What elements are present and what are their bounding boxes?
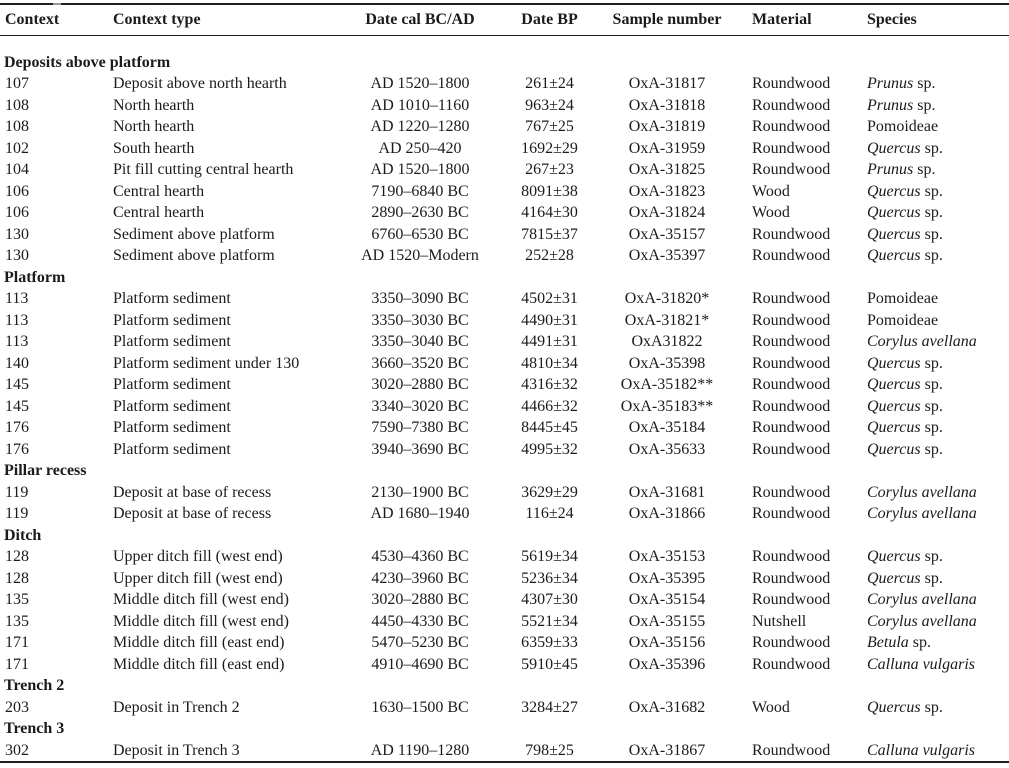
date-cal-cell: AD 1520–1800 bbox=[370, 161, 470, 178]
date-bp-cell: 5521±34 bbox=[521, 612, 578, 630]
table-row bbox=[0, 138, 1009, 160]
species-cell bbox=[859, 224, 1009, 246]
section-row bbox=[0, 675, 1009, 697]
date-cal-cell: AD 1680–1940 bbox=[370, 505, 470, 522]
date-cal-cell: 3020–2880 BC bbox=[371, 591, 469, 608]
context-type-cell: Deposit above north hearth bbox=[113, 75, 287, 92]
column-header-species: Species bbox=[859, 4, 1009, 35]
date-cal-cell: 7190–6840 BC bbox=[371, 182, 469, 200]
context-cell: 203 bbox=[5, 698, 29, 716]
section-row bbox=[0, 460, 1009, 482]
table-row bbox=[0, 181, 1009, 203]
context-cell: 128 bbox=[5, 569, 29, 587]
species-cell bbox=[859, 159, 1009, 181]
table-row bbox=[0, 245, 1009, 267]
species-latin-name: Quercus bbox=[867, 225, 921, 243]
species-latin-name: Quercus bbox=[867, 247, 921, 264]
context-type-cell: Platform sediment bbox=[113, 419, 231, 436]
context-cell: 119 bbox=[5, 483, 29, 501]
species-cell bbox=[859, 116, 1009, 138]
context-type-cell: Sediment above platform bbox=[113, 247, 275, 264]
table-row bbox=[0, 417, 1009, 439]
sample-number-cell: OxA-35182** bbox=[620, 376, 714, 393]
species-latin-name: Quercus bbox=[867, 548, 921, 565]
sample-number-cell: OxA-31866 bbox=[628, 505, 706, 522]
date-cal-cell: 3660–3520 BC bbox=[371, 354, 469, 372]
context-cell: 171 bbox=[5, 655, 29, 673]
sample-number-cell: OxA-35157 bbox=[628, 225, 706, 243]
material-cell: Nutshell bbox=[752, 612, 807, 630]
context-cell: 106 bbox=[5, 182, 29, 200]
species-suffix: sp. bbox=[920, 397, 943, 415]
section-title: Ditch bbox=[4, 526, 42, 544]
material-cell: Roundwood bbox=[752, 505, 831, 522]
date-bp-cell: 1692±29 bbox=[521, 139, 578, 157]
sample-number-cell: OxA-31825 bbox=[628, 161, 706, 178]
date-bp-cell: 252±28 bbox=[525, 247, 574, 264]
species-latin-name: Corylus avellana bbox=[867, 333, 977, 350]
species-latin-name: Quercus bbox=[867, 354, 921, 372]
date-bp-cell: 4502±31 bbox=[521, 290, 578, 307]
species-cell bbox=[859, 503, 1009, 525]
context-cell: 128 bbox=[5, 548, 29, 565]
material-cell: Roundwood bbox=[752, 354, 831, 372]
date-bp-cell: 5236±34 bbox=[521, 569, 578, 587]
context-cell: 176 bbox=[5, 440, 29, 458]
sample-number-cell: OxA-31681 bbox=[628, 483, 706, 501]
material-cell: Roundwood bbox=[752, 655, 831, 673]
table-row bbox=[0, 503, 1009, 525]
species-latin-name: Prunus bbox=[867, 75, 914, 92]
material-cell: Wood bbox=[752, 204, 790, 221]
species-suffix: sp. bbox=[920, 204, 943, 221]
date-cal-cell: AD 1190–1280 bbox=[370, 741, 470, 759]
date-cal-cell: AD 1010–1160 bbox=[370, 96, 470, 114]
species-cell bbox=[859, 245, 1009, 267]
species-latin-name: Corylus avellana bbox=[867, 591, 977, 608]
species-cell bbox=[859, 310, 1009, 332]
section-row bbox=[0, 267, 1009, 289]
date-bp-cell: 116±24 bbox=[525, 505, 574, 522]
context-type-cell: Platform sediment bbox=[113, 397, 231, 415]
context-cell: 140 bbox=[5, 354, 29, 372]
sample-number-cell: OxA31822 bbox=[631, 333, 703, 350]
species-latin-name: Calluna vulgaris bbox=[867, 655, 976, 673]
species-latin-name: Calluna vulgaris bbox=[867, 741, 976, 759]
context-cell: 130 bbox=[5, 225, 29, 243]
table-row bbox=[0, 482, 1009, 504]
table-row bbox=[0, 288, 1009, 310]
sample-number-cell: OxA-31819 bbox=[628, 118, 706, 135]
species-cell bbox=[859, 181, 1009, 203]
material-cell: Roundwood bbox=[752, 333, 831, 350]
context-type-cell: Middle ditch fill (west end) bbox=[113, 612, 289, 630]
date-bp-cell: 963±24 bbox=[525, 96, 574, 114]
context-type-cell: Upper ditch fill (west end) bbox=[113, 548, 283, 565]
material-cell: Roundwood bbox=[752, 118, 831, 135]
context-type-cell: North hearth bbox=[113, 96, 195, 114]
date-bp-cell: 7815±37 bbox=[521, 225, 578, 243]
context-cell: 171 bbox=[5, 634, 29, 651]
table-body bbox=[0, 35, 1009, 762]
section-title: Platform bbox=[4, 268, 66, 286]
date-cal-cell: AD 250–420 bbox=[378, 139, 462, 157]
context-type-cell: Deposit in Trench 2 bbox=[113, 698, 240, 716]
sample-number-cell: OxA-31823 bbox=[628, 182, 706, 200]
sample-number-cell: OxA-31682 bbox=[628, 698, 706, 716]
caption-remnant bbox=[53, 3, 61, 5]
context-cell: 102 bbox=[5, 139, 29, 157]
sample-number-cell: OxA-35156 bbox=[628, 634, 706, 651]
table-row bbox=[0, 632, 1009, 654]
table-row bbox=[0, 611, 1009, 633]
date-cal-cell: 4450–4330 BC bbox=[371, 612, 469, 630]
date-cal-cell: 5470–5230 BC bbox=[371, 634, 469, 651]
species-latin-name: Quercus bbox=[867, 569, 921, 587]
species-latin-name: Quercus bbox=[867, 419, 921, 436]
context-cell: 119 bbox=[5, 505, 29, 522]
table-row bbox=[0, 396, 1009, 418]
context-type-cell: Platform sediment bbox=[113, 440, 231, 458]
date-bp-cell: 5910±45 bbox=[521, 655, 578, 673]
table-row bbox=[0, 589, 1009, 611]
species-suffix: sp. bbox=[908, 634, 931, 651]
date-cal-cell: 6760–6530 BC bbox=[371, 225, 469, 243]
date-bp-cell: 4164±30 bbox=[521, 204, 578, 221]
date-cal-cell: 4230–3960 BC bbox=[371, 569, 469, 587]
context-type-cell: Platform sediment bbox=[113, 290, 231, 307]
species-cell bbox=[859, 611, 1009, 633]
species-cell bbox=[859, 589, 1009, 611]
species-suffix: sp. bbox=[913, 75, 936, 92]
material-cell: Roundwood bbox=[752, 634, 831, 651]
column-header-sample-number: Sample number bbox=[602, 4, 732, 35]
context-type-cell: Platform sediment bbox=[113, 333, 231, 350]
date-bp-cell: 8091±38 bbox=[521, 182, 578, 200]
material-cell: Roundwood bbox=[752, 569, 831, 587]
context-cell: 106 bbox=[5, 204, 29, 221]
species-latin-name: Quercus bbox=[867, 698, 921, 716]
species-cell bbox=[859, 417, 1009, 439]
context-type-cell: Middle ditch fill (west end) bbox=[113, 591, 289, 608]
date-bp-cell: 4491±31 bbox=[521, 333, 578, 350]
species-cell bbox=[859, 353, 1009, 375]
context-cell: 176 bbox=[5, 419, 29, 436]
material-cell: Roundwood bbox=[752, 225, 831, 243]
date-bp-cell: 6359±33 bbox=[521, 634, 578, 651]
date-cal-cell: 3020–2880 BC bbox=[371, 376, 469, 393]
date-cal-cell: 3350–3030 BC bbox=[371, 311, 469, 329]
context-type-cell: Deposit at base of recess bbox=[113, 483, 272, 501]
context-cell: 107 bbox=[5, 75, 29, 92]
date-cal-cell: 2130–1900 BC bbox=[371, 483, 469, 501]
date-bp-cell: 4466±32 bbox=[521, 397, 578, 415]
date-cal-cell: AD 1520–1800 bbox=[370, 75, 470, 92]
table-row bbox=[0, 568, 1009, 590]
table-row bbox=[0, 116, 1009, 138]
date-bp-cell: 5619±34 bbox=[521, 548, 578, 565]
date-bp-cell: 4995±32 bbox=[521, 440, 578, 458]
section-title: Pillar recess bbox=[4, 462, 87, 479]
species-suffix: sp. bbox=[913, 96, 936, 114]
context-cell: 145 bbox=[5, 376, 29, 393]
species-cell bbox=[859, 568, 1009, 590]
context-cell: 108 bbox=[5, 118, 29, 135]
material-cell: Roundwood bbox=[752, 591, 831, 608]
species-cell bbox=[859, 374, 1009, 396]
header-row bbox=[0, 4, 1009, 35]
species-suffix: Pomoideae bbox=[867, 290, 939, 307]
date-bp-cell: 767±25 bbox=[525, 118, 574, 135]
species-cell bbox=[859, 288, 1009, 310]
material-cell: Roundwood bbox=[752, 75, 831, 92]
material-cell: Roundwood bbox=[752, 139, 831, 157]
date-cal-cell: 1630–1500 BC bbox=[371, 698, 469, 716]
species-suffix: sp. bbox=[920, 182, 943, 200]
date-bp-cell: 798±25 bbox=[525, 741, 574, 759]
species-suffix: sp. bbox=[920, 354, 943, 372]
date-cal-cell: 3340–3020 BC bbox=[371, 397, 469, 415]
species-latin-name: Corylus avellana bbox=[867, 612, 977, 630]
material-cell: Wood bbox=[752, 182, 790, 200]
species-latin-name: Prunus bbox=[867, 161, 914, 178]
species-latin-name: Prunus bbox=[867, 96, 914, 114]
material-cell: Roundwood bbox=[752, 440, 831, 458]
material-cell: Roundwood bbox=[752, 247, 831, 264]
context-cell: 113 bbox=[5, 333, 29, 350]
sample-number-cell: OxA-31821* bbox=[624, 311, 710, 329]
species-suffix: sp. bbox=[920, 569, 943, 587]
date-cal-cell: 3940–3690 BC bbox=[371, 440, 469, 458]
species-suffix: sp. bbox=[920, 225, 943, 243]
species-cell bbox=[859, 331, 1009, 353]
context-cell: 135 bbox=[5, 591, 29, 608]
context-type-cell: Sediment above platform bbox=[113, 225, 275, 243]
table-row bbox=[0, 697, 1009, 719]
species-cell bbox=[859, 439, 1009, 461]
context-type-cell: Central hearth bbox=[113, 182, 205, 200]
date-bp-cell: 8445±45 bbox=[521, 419, 578, 436]
context-type-cell: Deposit at base of recess bbox=[113, 505, 272, 522]
species-suffix: sp. bbox=[920, 698, 943, 716]
species-cell bbox=[859, 482, 1009, 504]
date-bp-cell: 4316±32 bbox=[521, 376, 578, 393]
species-latin-name: Quercus bbox=[867, 182, 921, 200]
section-row bbox=[0, 718, 1009, 740]
sample-number-cell: OxA-35155 bbox=[628, 612, 706, 630]
sample-number-cell: OxA-35395 bbox=[628, 569, 706, 587]
species-cell bbox=[859, 138, 1009, 160]
sample-number-cell: OxA-35397 bbox=[628, 247, 706, 264]
section-row bbox=[0, 35, 1009, 73]
date-bp-cell: 261±24 bbox=[525, 75, 574, 92]
sample-number-cell: OxA-35184 bbox=[628, 419, 706, 436]
date-cal-cell: 2890–2630 BC bbox=[371, 204, 469, 221]
column-header-date-cal: Date cal BC/AD bbox=[343, 4, 497, 35]
context-cell: 130 bbox=[5, 247, 29, 264]
material-cell: Wood bbox=[752, 698, 790, 716]
context-type-cell: Pit fill cutting central hearth bbox=[113, 161, 294, 178]
species-suffix: Pomoideae bbox=[867, 311, 939, 329]
date-cal-cell: 4910–4690 BC bbox=[371, 655, 469, 673]
sample-number-cell: OxA-35633 bbox=[628, 440, 706, 458]
scanned-table-page bbox=[0, 3, 1009, 768]
species-suffix: sp. bbox=[920, 376, 943, 393]
section-title: Trench 2 bbox=[4, 677, 65, 694]
date-cal-cell: AD 1220–1280 bbox=[370, 118, 470, 135]
context-type-cell: Platform sediment bbox=[113, 311, 231, 329]
table-row bbox=[0, 202, 1009, 224]
table-header bbox=[0, 4, 1009, 35]
table-row bbox=[0, 353, 1009, 375]
material-cell: Roundwood bbox=[752, 483, 831, 501]
table-row bbox=[0, 73, 1009, 95]
sample-number-cell: OxA-31959 bbox=[628, 139, 706, 157]
species-cell bbox=[859, 632, 1009, 654]
material-cell: Roundwood bbox=[752, 419, 831, 436]
table-row bbox=[0, 331, 1009, 353]
column-header-date-bp: Date BP bbox=[497, 4, 602, 35]
date-bp-cell: 267±23 bbox=[525, 161, 574, 178]
table-row bbox=[0, 310, 1009, 332]
context-type-cell: Middle ditch fill (east end) bbox=[113, 655, 285, 673]
date-cal-cell: 7590–7380 BC bbox=[371, 419, 469, 436]
species-cell bbox=[859, 202, 1009, 224]
section-row bbox=[0, 525, 1009, 547]
species-cell bbox=[859, 697, 1009, 719]
context-type-cell: Central hearth bbox=[113, 204, 205, 221]
species-suffix: sp. bbox=[920, 440, 943, 458]
context-cell: 104 bbox=[5, 161, 29, 178]
species-latin-name: Corylus avellana bbox=[867, 505, 977, 522]
species-latin-name: Corylus avellana bbox=[867, 483, 977, 501]
sample-number-cell: OxA-35398 bbox=[628, 354, 706, 372]
date-cal-cell: AD 1520–Modern bbox=[361, 247, 479, 264]
column-header-material: Material bbox=[732, 4, 859, 35]
sample-number-cell: OxA-35153 bbox=[628, 548, 706, 565]
sample-number-cell: OxA-31824 bbox=[628, 204, 706, 221]
context-type-cell: Platform sediment under 130 bbox=[113, 354, 300, 372]
species-cell bbox=[859, 654, 1009, 676]
material-cell: Roundwood bbox=[752, 311, 831, 329]
species-suffix: sp. bbox=[920, 139, 943, 157]
species-suffix: sp. bbox=[920, 548, 943, 565]
sample-number-cell: OxA-31817 bbox=[628, 75, 706, 92]
column-header-context: Context bbox=[0, 4, 108, 35]
date-cal-cell: 4530–4360 BC bbox=[371, 548, 469, 565]
context-type-cell: Platform sediment bbox=[113, 376, 231, 393]
sample-number-cell: OxA-31867 bbox=[628, 741, 706, 759]
material-cell: Roundwood bbox=[752, 290, 831, 307]
material-cell: Roundwood bbox=[752, 397, 831, 415]
species-latin-name: Quercus bbox=[867, 397, 921, 415]
sample-number-cell: OxA-35154 bbox=[628, 591, 706, 608]
material-cell: Roundwood bbox=[752, 96, 831, 114]
radiocarbon-table bbox=[0, 3, 1009, 763]
section-title: Deposits above platform bbox=[4, 53, 171, 71]
context-cell: 145 bbox=[5, 397, 29, 415]
context-type-cell: Upper ditch fill (west end) bbox=[113, 569, 283, 587]
table-row bbox=[0, 439, 1009, 461]
sample-number-cell: OxA-35183** bbox=[620, 397, 714, 415]
species-latin-name: Quercus bbox=[867, 440, 921, 458]
sample-number-cell: OxA-31818 bbox=[628, 96, 706, 114]
context-cell: 135 bbox=[5, 612, 29, 630]
date-cal-cell: 3350–3040 BC bbox=[371, 333, 469, 350]
context-type-cell: Deposit in Trench 3 bbox=[113, 741, 240, 759]
table-row bbox=[0, 95, 1009, 117]
context-type-cell: North hearth bbox=[113, 118, 195, 135]
section-title: Trench 3 bbox=[4, 720, 65, 737]
species-cell bbox=[859, 95, 1009, 117]
context-cell: 113 bbox=[5, 290, 29, 307]
date-bp-cell: 4490±31 bbox=[521, 311, 578, 329]
context-type-cell: South hearth bbox=[113, 139, 195, 157]
date-bp-cell: 3629±29 bbox=[521, 483, 578, 501]
table-row bbox=[0, 654, 1009, 676]
species-suffix: sp. bbox=[913, 161, 936, 178]
species-suffix: Pomoideae bbox=[867, 118, 939, 135]
species-latin-name: Betula bbox=[867, 634, 909, 651]
material-cell: Roundwood bbox=[752, 161, 831, 178]
column-header-context-type: Context type bbox=[108, 4, 343, 35]
date-bp-cell: 4307±30 bbox=[521, 591, 578, 608]
material-cell: Roundwood bbox=[752, 741, 831, 759]
context-cell: 302 bbox=[5, 741, 29, 759]
date-bp-cell: 4810±34 bbox=[521, 354, 578, 372]
sample-number-cell: OxA-35396 bbox=[628, 655, 706, 673]
species-cell bbox=[859, 73, 1009, 95]
species-cell bbox=[859, 546, 1009, 568]
species-suffix: sp. bbox=[920, 419, 943, 436]
table-row bbox=[0, 224, 1009, 246]
context-cell: 108 bbox=[5, 96, 29, 114]
species-latin-name: Quercus bbox=[867, 139, 921, 157]
table-row bbox=[0, 159, 1009, 181]
context-type-cell: Middle ditch fill (east end) bbox=[113, 634, 285, 651]
species-cell bbox=[859, 396, 1009, 418]
species-latin-name: Quercus bbox=[867, 204, 921, 221]
species-cell bbox=[859, 740, 1009, 763]
species-suffix: sp. bbox=[920, 247, 943, 264]
table-row bbox=[0, 374, 1009, 396]
table-row bbox=[0, 740, 1009, 763]
date-bp-cell: 3284±27 bbox=[521, 698, 578, 716]
context-cell: 113 bbox=[5, 311, 29, 329]
table-row bbox=[0, 546, 1009, 568]
material-cell: Roundwood bbox=[752, 376, 831, 393]
species-latin-name: Quercus bbox=[867, 376, 921, 393]
sample-number-cell: OxA-31820* bbox=[624, 290, 710, 307]
material-cell: Roundwood bbox=[752, 548, 831, 565]
date-cal-cell: 3350–3090 BC bbox=[371, 290, 469, 307]
